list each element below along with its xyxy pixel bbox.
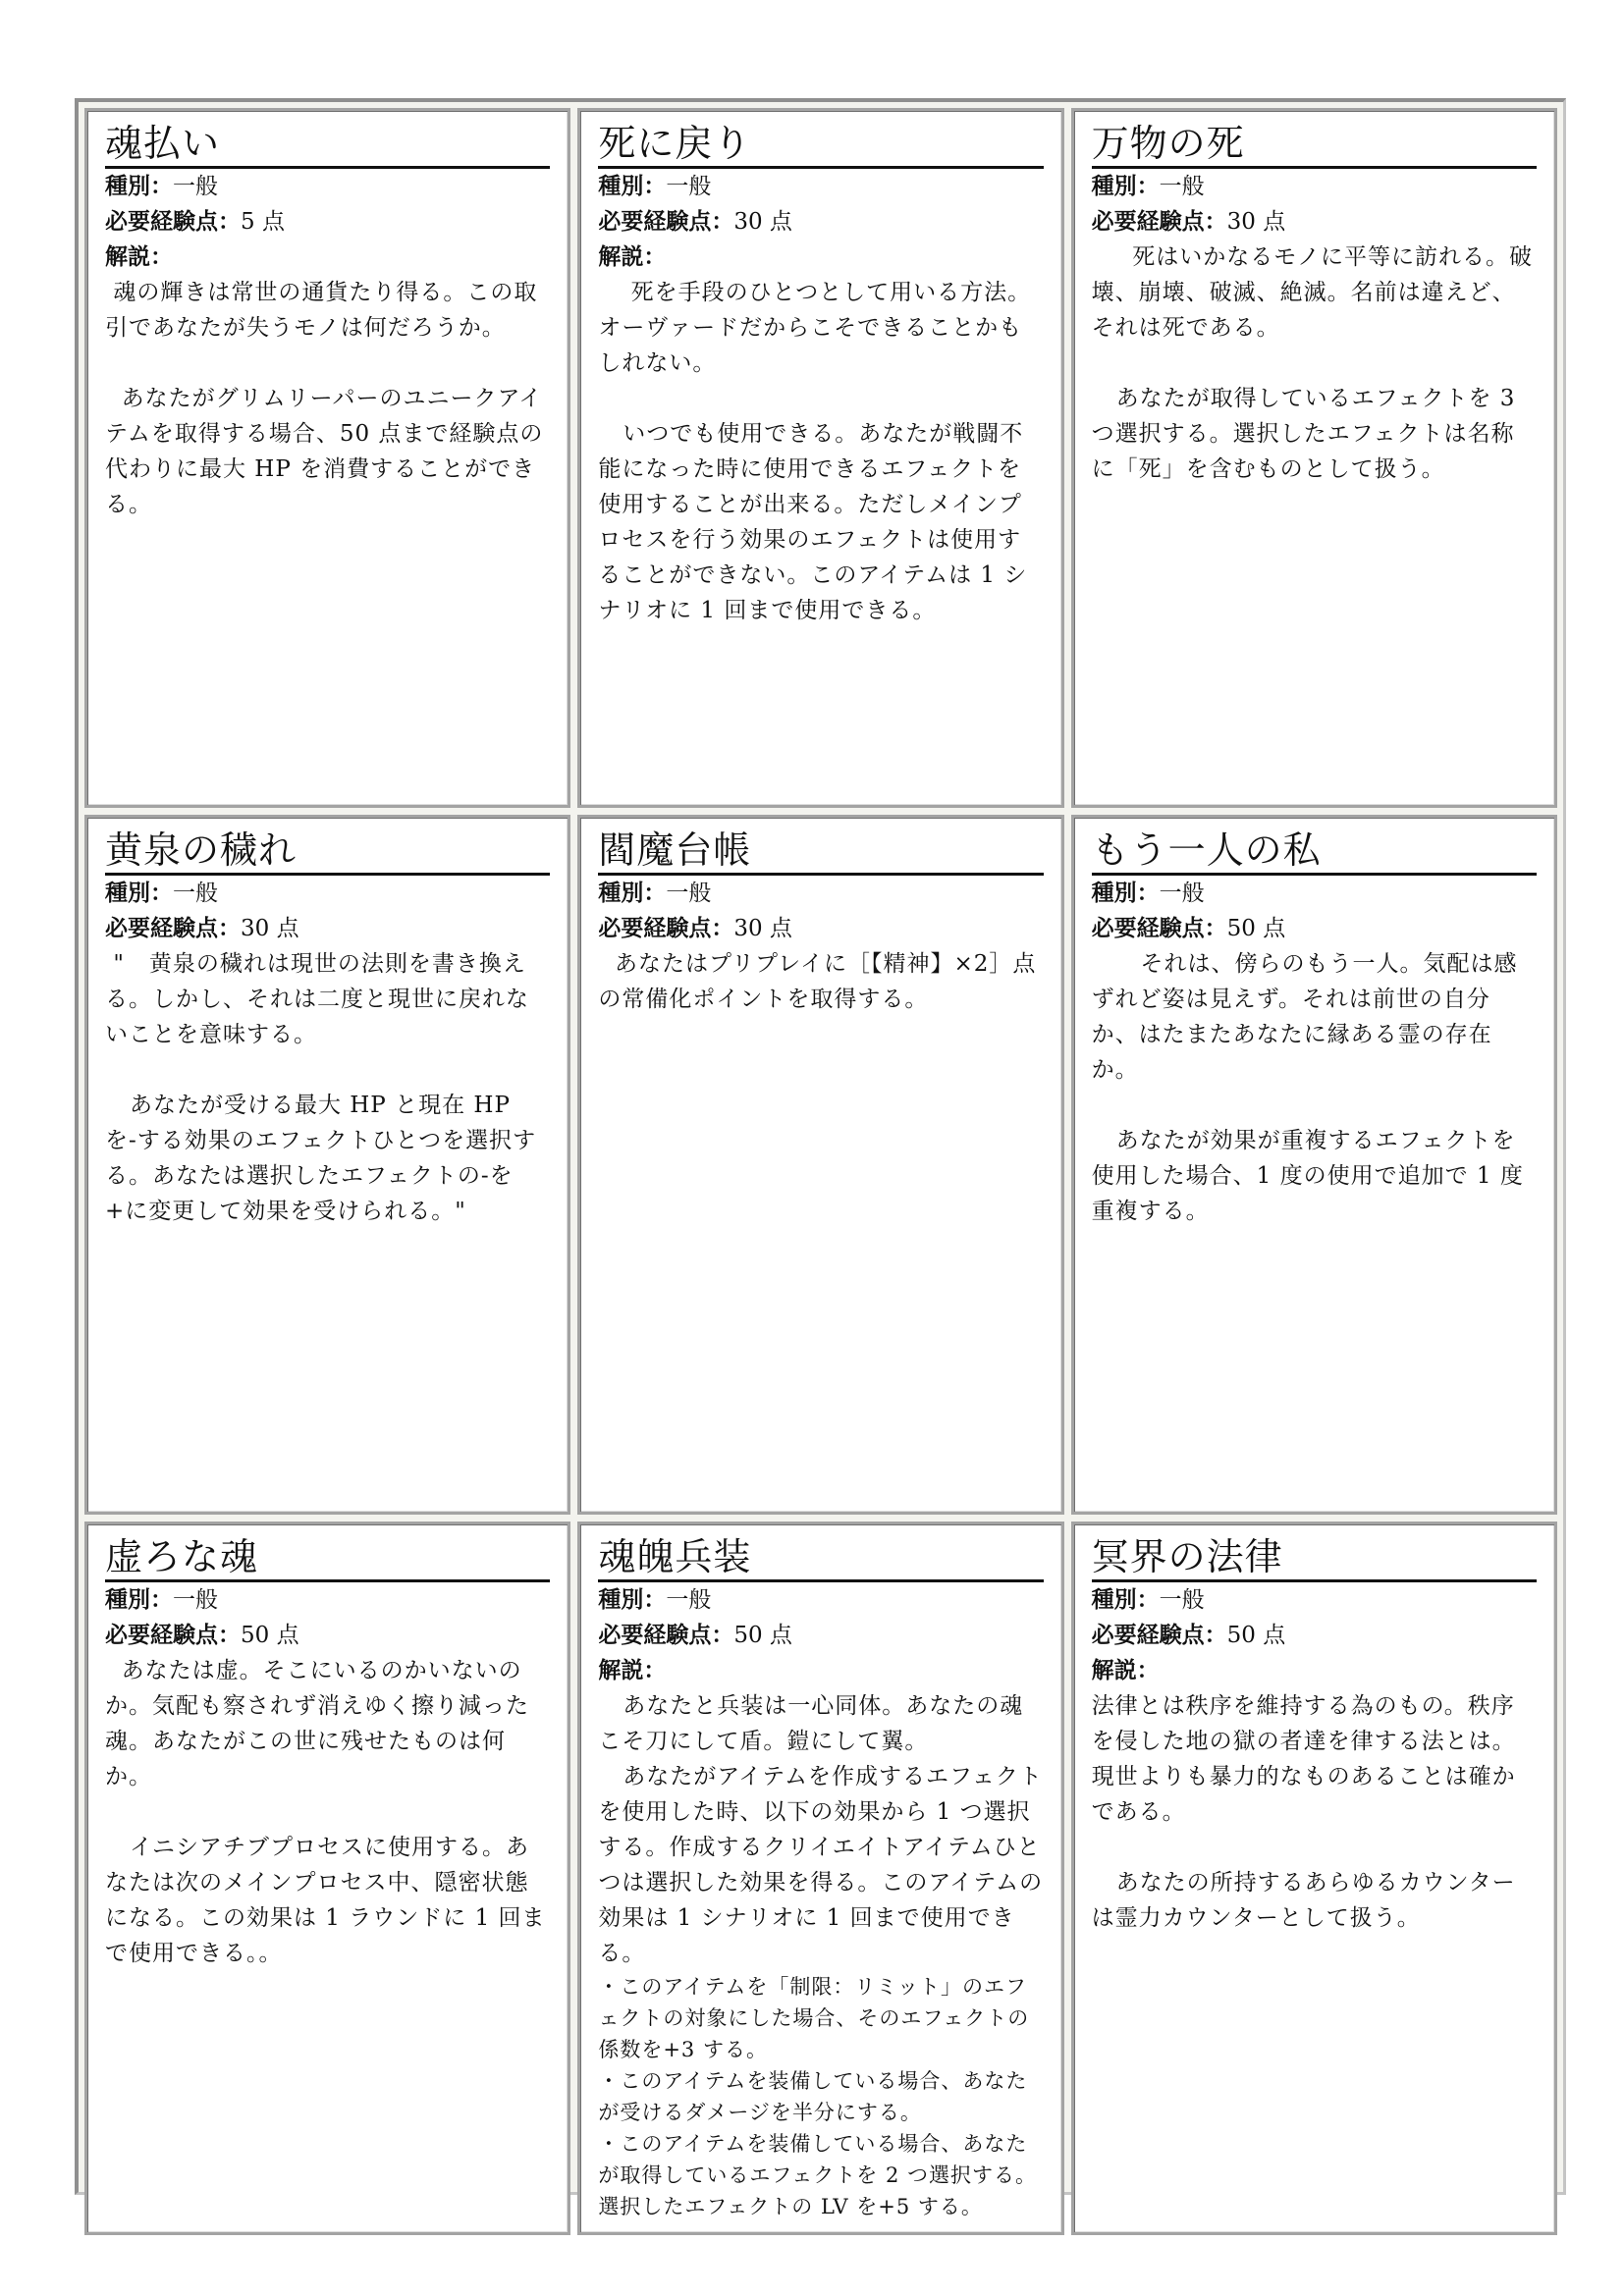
type-value: 一般 [1159, 174, 1205, 199]
desc-line [105, 240, 550, 275]
flavor-text: 死を手段のひとつとして用いる方法。オーヴァードだからこそできることかもしれない。 [598, 280, 1032, 376]
card-title: もう一人の私 [1092, 828, 1537, 876]
card-grid [84, 108, 1557, 2218]
type-value: 一般 [666, 1587, 712, 1613]
exp-line [105, 1618, 550, 1653]
effect-text: イニシアチブプロセスに使用する。あなたは次のメインプロセス中、隠密状態になる。この効果は 1 ラウンドに 1 回まで使用できる。。 [105, 1835, 546, 1966]
desc-label: 解説： [105, 243, 173, 270]
effect-text: あなたが受ける最大 HP と現在 HP を-する効果のエフェクトひとつを選択する。あなたは選択したエフェクトの-を+に変更して効果を受けられる。" [105, 1093, 537, 1224]
item-card [577, 815, 1063, 1515]
type-value: 一般 [173, 1587, 218, 1613]
card-description [105, 275, 550, 522]
type-line [105, 876, 550, 911]
card-title: 魂魄兵装 [598, 1534, 1043, 1582]
type-line [1092, 1582, 1537, 1618]
type-line [1092, 876, 1537, 911]
card-description [1092, 240, 1537, 487]
type-label: 種別： [105, 173, 173, 199]
card-description [1092, 946, 1537, 1229]
type-label: 種別： [105, 1586, 173, 1613]
item-card [84, 1522, 570, 2235]
exp-value: 50 点 [1226, 1623, 1286, 1648]
card-title: 万物の死 [1092, 121, 1537, 169]
bullet-item: ・このアイテムを「制限：リミット」のエフェクトの対象にした場合、そのエフェクトの係数を+3 する。 [598, 1975, 1030, 2061]
type-label: 種別： [598, 880, 667, 906]
exp-label: 必要経験点： [105, 208, 241, 235]
effect-text: あなたがグリムリーパーのユニークアイテムを取得する場合、50 点まで経験点の代わりに最大 HP を消費することができる。 [105, 386, 544, 517]
type-label: 種別： [598, 1586, 667, 1613]
desc-label: 解説： [598, 243, 667, 270]
card-description [598, 946, 1043, 1017]
exp-value: 50 点 [241, 1623, 299, 1648]
flavor-text: " 黄泉の穢れは現世の法則を書き換える。しかし、それは二度と現世に戻れないことを意味する。 [105, 951, 529, 1047]
effect-text: いつでも使用できる。あなたが戦闘不能になった時に使用できるエフェクトを使用することが出来る。ただしメインプロセスを行う効果のエフェクトは使用することができない。このアイテムは 1 シナリオに 1 回まで使用できる。 [598, 421, 1028, 623]
exp-label: 必要経験点： [1091, 1622, 1227, 1648]
desc-label: 解説： [1091, 1657, 1160, 1683]
effect-text: あなたが取得しているエフェクトを 3 つ選択する。選択したエフェクトは名称に「死」を含むものとして扱う。 [1091, 386, 1524, 482]
exp-label: 必要経験点： [1091, 915, 1227, 941]
type-line [598, 876, 1043, 911]
exp-value: 30 点 [733, 209, 792, 235]
type-label: 種別： [1091, 1586, 1160, 1613]
effect-text: あなたはプリプレイに［【精神】×2］点の常備化ポイントを取得する。 [598, 951, 1037, 1012]
card-title: 閻魔台帳 [598, 828, 1043, 876]
type-line [598, 169, 1043, 204]
type-value: 一般 [173, 881, 218, 906]
exp-line [598, 911, 1043, 946]
exp-label: 必要経験点： [1091, 208, 1227, 235]
type-line [105, 1582, 550, 1618]
exp-line [105, 204, 550, 240]
item-card [1071, 815, 1557, 1515]
flavor-text: 魂の輝きは常世の通貨たり得る。この取引であなたが失うモノは何だろうか。 [105, 280, 538, 341]
desc-line [598, 1653, 1043, 1688]
effect-text: あなたの所持するあらゆるカウンターは霊力カウンターとして扱う。 [1091, 1870, 1516, 1931]
exp-value: 50 点 [733, 1623, 792, 1648]
type-value: 一般 [173, 174, 218, 199]
card-description [1092, 1688, 1537, 1936]
type-value: 一般 [666, 174, 712, 199]
exp-line [598, 204, 1043, 240]
effect-text: あなたが効果が重複するエフェクトを使用した場合、1 度の使用で追加で 1 度重複する。 [1091, 1128, 1524, 1224]
desc-line [1092, 1653, 1537, 1688]
item-card [1071, 1522, 1557, 2235]
card-description [598, 1688, 1043, 2222]
exp-line [1092, 1618, 1537, 1653]
exp-line [1092, 204, 1537, 240]
flavor-text: あなたと兵装は一心同体。あなたの魂こそ刀にして盾。鎧にして翼。 [598, 1693, 1024, 1754]
exp-value: 50 点 [1226, 916, 1286, 941]
item-card [577, 1522, 1063, 2235]
exp-line [1092, 911, 1537, 946]
type-line [1092, 169, 1537, 204]
item-card [1071, 108, 1557, 808]
card-title: 魂払い [105, 121, 550, 169]
exp-label: 必要経験点： [598, 1622, 734, 1648]
card-sheet [75, 98, 1566, 2218]
type-label: 種別： [598, 173, 667, 199]
card-description [105, 946, 550, 1229]
desc-label: 解説： [598, 1657, 667, 1683]
type-line [105, 169, 550, 204]
desc-line [598, 240, 1043, 275]
type-label: 種別： [1091, 173, 1160, 199]
type-line [598, 1582, 1043, 1618]
exp-line [105, 911, 550, 946]
item-card [84, 108, 570, 808]
exp-value: 30 点 [241, 916, 299, 941]
flavor-text: 死はいかなるモノに平等に訪れる。破壊、崩壊、破滅、絶滅。名前は違えど、それは死である。 [1091, 244, 1533, 341]
exp-line [598, 1618, 1043, 1653]
item-card [84, 815, 570, 1515]
type-value: 一般 [666, 881, 712, 906]
type-label: 種別： [105, 880, 173, 906]
exp-label: 必要経験点： [598, 915, 734, 941]
card-description [105, 1653, 550, 1971]
type-value: 一般 [1159, 881, 1205, 906]
exp-value: 5 点 [241, 209, 285, 235]
card-title: 死に戻り [598, 121, 1043, 169]
bullet-item: ・このアイテムを装備している場合、あなたが受けるダメージを半分にする。 [598, 2069, 1028, 2124]
card-title: 黄泉の穢れ [105, 828, 550, 876]
card-description [598, 275, 1043, 628]
effect-text: あなたがアイテムを作成するエフェクトを使用した時、以下の効果から 1 つ選択する。作成するクリイエイトアイテムひとつは選択した効果を得る。このアイテムの効果は 1 シナリオに 1 回まで使用できる。 [598, 1764, 1044, 1966]
bullet-item: ・このアイテムを装備している場合、あなたが取得しているエフェクトを 2 つ選択する。選択したエフェクトの LV を+5 する。 [598, 2132, 1037, 2218]
exp-label: 必要経験点： [598, 208, 734, 235]
exp-value: 30 点 [733, 916, 792, 941]
exp-label: 必要経験点： [105, 915, 241, 941]
type-value: 一般 [1159, 1587, 1205, 1613]
type-label: 種別： [1091, 880, 1160, 906]
flavor-text: あなたは虚。そこにいるのかいないのか。気配も察されず消えゆく擦り減った魂。あなたがこの世に残せたものは何か。 [105, 1658, 529, 1789]
item-card [577, 108, 1063, 808]
flavor-text: 法律とは秩序を維持する為のもの。秩序を侵した地の獄の者達を律する法とは。現世よりも暴力的なものあることは確かである。 [1091, 1693, 1516, 1825]
exp-value: 30 点 [1226, 209, 1286, 235]
card-title: 虚ろな魂 [105, 1534, 550, 1582]
flavor-text: それは、傍らのもう一人。気配は感ずれど姿は見えず。それは前世の自分か、はたまたあなたに縁ある霊の存在か。 [1091, 951, 1518, 1083]
exp-label: 必要経験点： [105, 1622, 241, 1648]
card-title: 冥界の法律 [1092, 1534, 1537, 1582]
